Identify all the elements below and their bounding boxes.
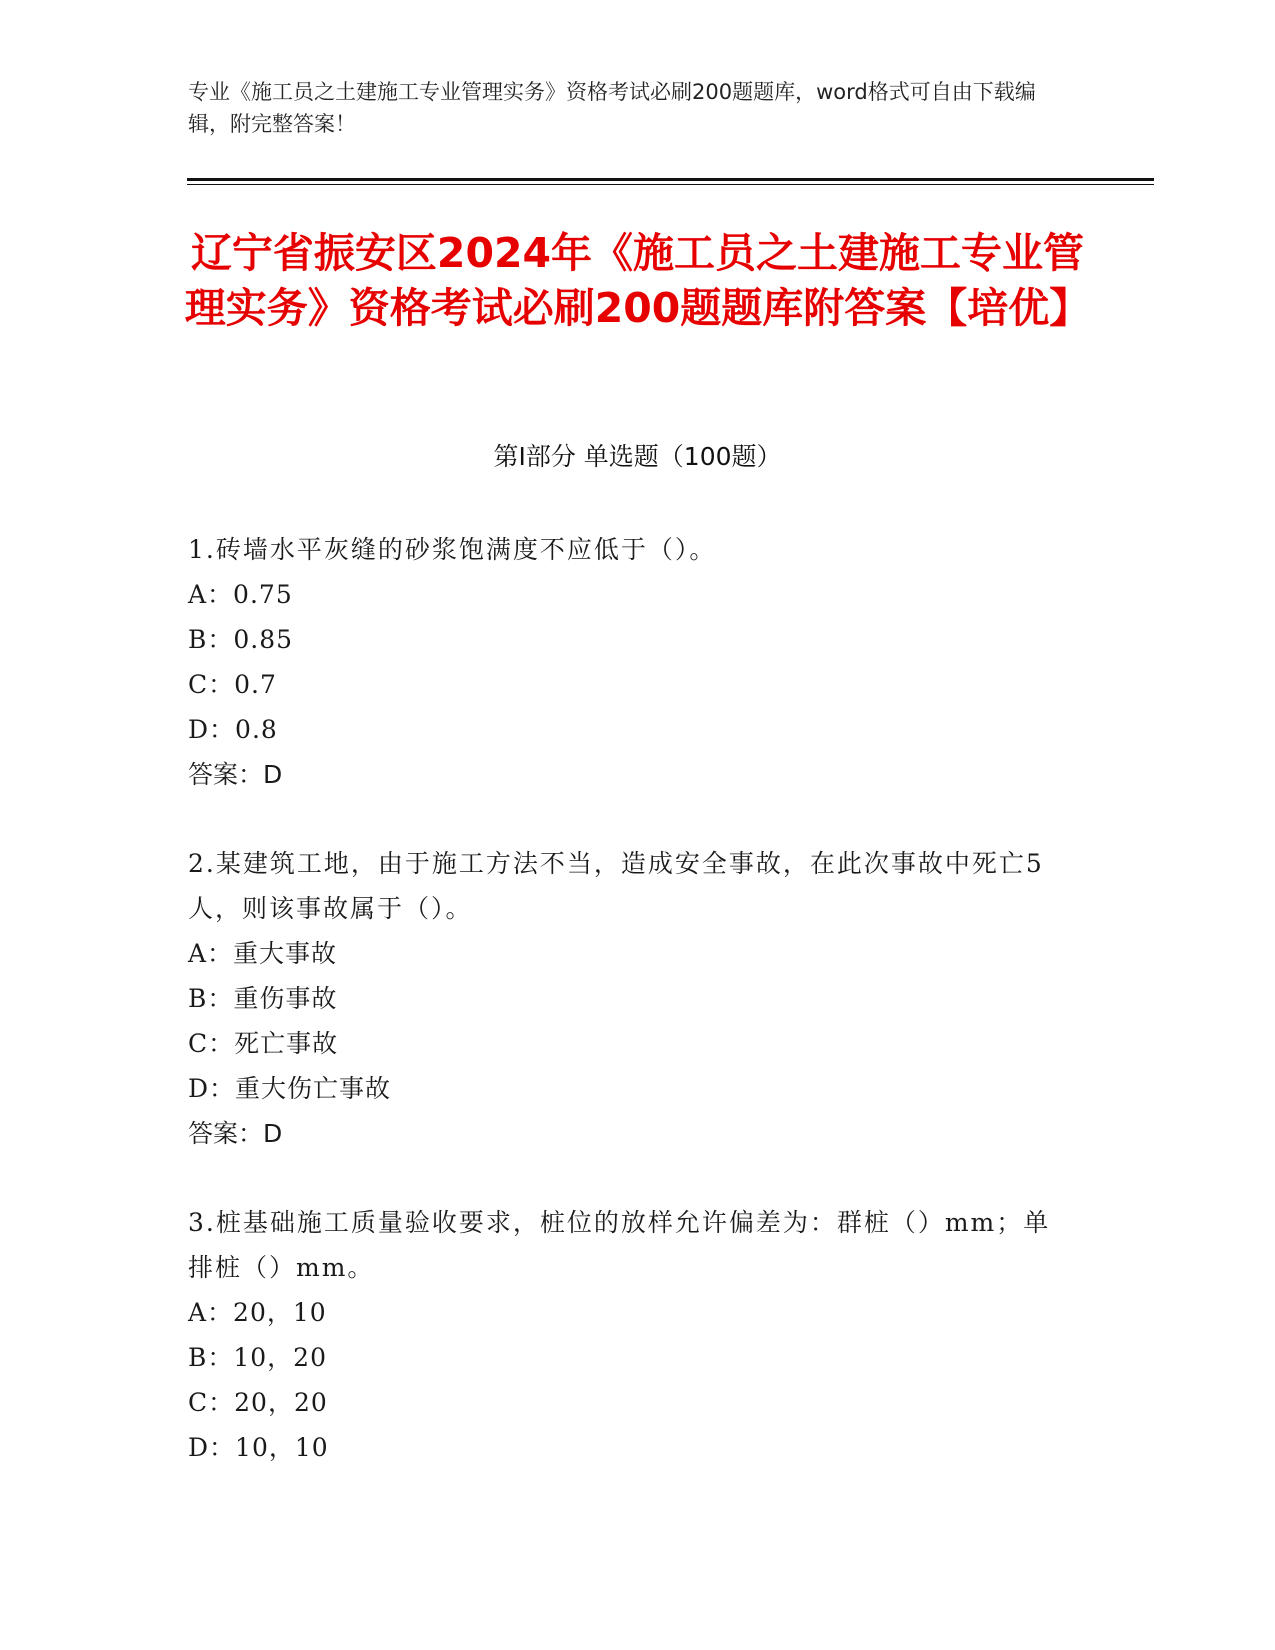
question-list	[188, 527, 1068, 1514]
question-stem: 2.某建筑工地，由于施工方法不当，造成安全事故，在此次事故中死亡5人，则该事故属于（）。	[188, 849, 1044, 923]
option-d: D：0.8	[188, 715, 278, 744]
header-divider-thin	[187, 184, 1154, 185]
option-b: B：0.85	[188, 625, 294, 654]
option-b: B：重伤事故	[188, 984, 338, 1013]
answer: 答案：D	[188, 760, 283, 789]
option-b: B：10，20	[188, 1343, 327, 1372]
document-title: 辽宁省振安区2024年《施工员之土建施工专业管理实务》资格考试必刷200题题库附答案【培优】	[184, 229, 1091, 332]
header-note: 专业《施工员之土建施工专业管理实务》资格考试必刷200题题库，word格式可自由下载编辑，附完整答案！	[188, 80, 1036, 136]
option-a: A：0.75	[188, 580, 293, 609]
option-c: C：死亡事故	[188, 1029, 339, 1058]
option-a: A：重大事故	[188, 939, 338, 968]
question-stem: 3.桩基础施工质量验收要求，桩位的放样允许偏差为：群桩（）mm；单排桩（）mm。	[188, 1208, 1051, 1282]
answer: 答案：D	[188, 1119, 283, 1148]
option-a: A：20，10	[188, 1298, 327, 1327]
question-2	[188, 841, 1068, 1156]
header-divider-thick	[187, 178, 1154, 181]
question-stem: 1.砖墙水平灰缝的砂浆饱满度不应低于（）。	[188, 535, 717, 564]
option-d: D：10，10	[188, 1433, 329, 1462]
option-d: D：重大伤亡事故	[188, 1074, 392, 1103]
question-3	[188, 1200, 1068, 1470]
option-c: C：20，20	[188, 1388, 328, 1417]
section-heading: 第Ⅰ部分 单选题（100题）	[493, 442, 782, 471]
question-1	[188, 527, 1068, 797]
option-c: C：0.7	[188, 670, 277, 699]
